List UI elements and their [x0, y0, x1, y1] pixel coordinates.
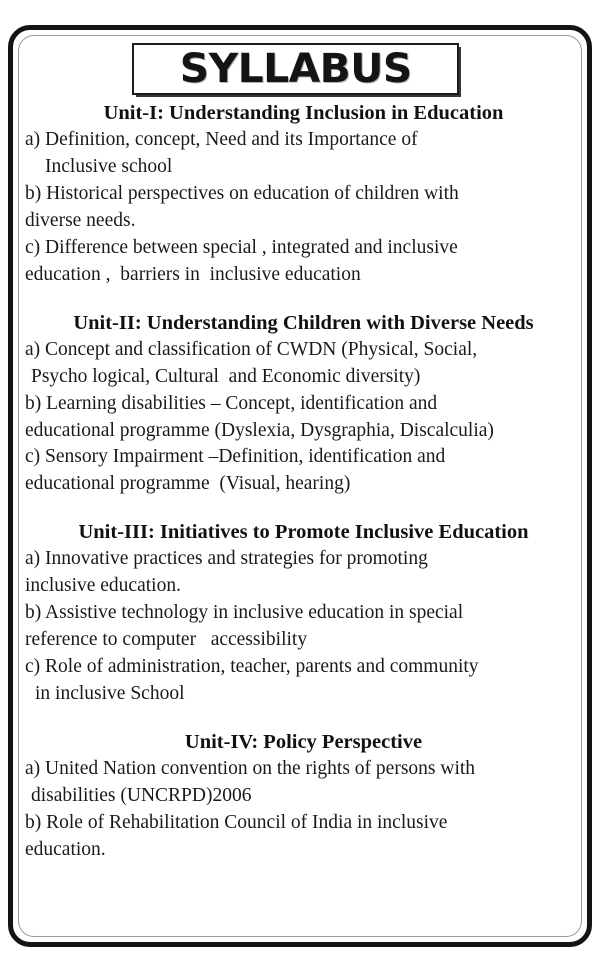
unit-line: b) Historical perspectives on education of children with — [25, 183, 459, 204]
unit-section-1 — [25, 101, 582, 289]
unit-heading-4: Unit-IV: Policy Perspective — [184, 730, 423, 753]
unit-heading-2: Unit-II: Understanding Children with Diverse Needs — [73, 311, 534, 334]
unit-line: c) Difference between special , integrated and inclusive — [25, 236, 458, 258]
unit-line: a) Innovative practices and strategies for promoting — [25, 548, 428, 570]
syllabus-title-box — [132, 43, 459, 95]
unit-line: a) United Nation convention on the rights of persons with — [25, 758, 476, 780]
unit-section-4 — [25, 730, 582, 864]
unit-line: education. — [25, 838, 106, 860]
unit-line: education , barriers in inclusive education — [25, 263, 361, 285]
unit-line: in inclusive School — [35, 682, 185, 704]
unit-line: disabilities (UNCRPD)2006 — [31, 784, 252, 806]
unit-section-3 — [25, 520, 582, 708]
unit-body-3 — [25, 546, 582, 707]
unit-line: b) Assistive technology in inclusive education in special — [25, 602, 464, 624]
unit-line: educational programme (Visual, hearing) — [25, 473, 351, 495]
unit-line: Inclusive school — [45, 156, 173, 178]
unit-line: c) Role of administration, teacher, parents and community — [25, 656, 479, 678]
page-title: SYLLABUS — [179, 46, 412, 92]
unit-line: reference to computer accessibility — [25, 629, 308, 651]
unit-section-2 — [25, 311, 582, 499]
unit-line: Psycho logical, Cultural and Economic diversity) — [31, 365, 421, 387]
unit-line: a) Concept and classification of CWDN (Physical, Social, — [25, 338, 478, 360]
unit-line: inclusive education. — [25, 575, 181, 597]
unit-heading-3: Unit-III: Initiatives to Promote Inclusive Education — [78, 521, 529, 544]
unit-heading-1: Unit-I: Understanding Inclusion in Education — [103, 102, 504, 124]
unit-line: b) Learning disabilities – Concept, identification and — [25, 392, 438, 414]
unit-line: c) Sensory Impairment –Definition, identification and — [25, 446, 446, 468]
unit-body-2 — [25, 337, 582, 498]
unit-body-4 — [25, 756, 582, 864]
unit-line: b) Role of Rehabilitation Council of India in inclusive — [25, 811, 448, 833]
unit-line: a) Definition, concept, Need and its Importance of — [25, 129, 418, 151]
unit-line: educational programme (Dyslexia, Dysgraphia, Discalculia) — [25, 419, 494, 441]
unit-body-1 — [25, 127, 582, 288]
title-area — [25, 35, 582, 95]
unit-line: diverse needs. — [25, 209, 136, 231]
